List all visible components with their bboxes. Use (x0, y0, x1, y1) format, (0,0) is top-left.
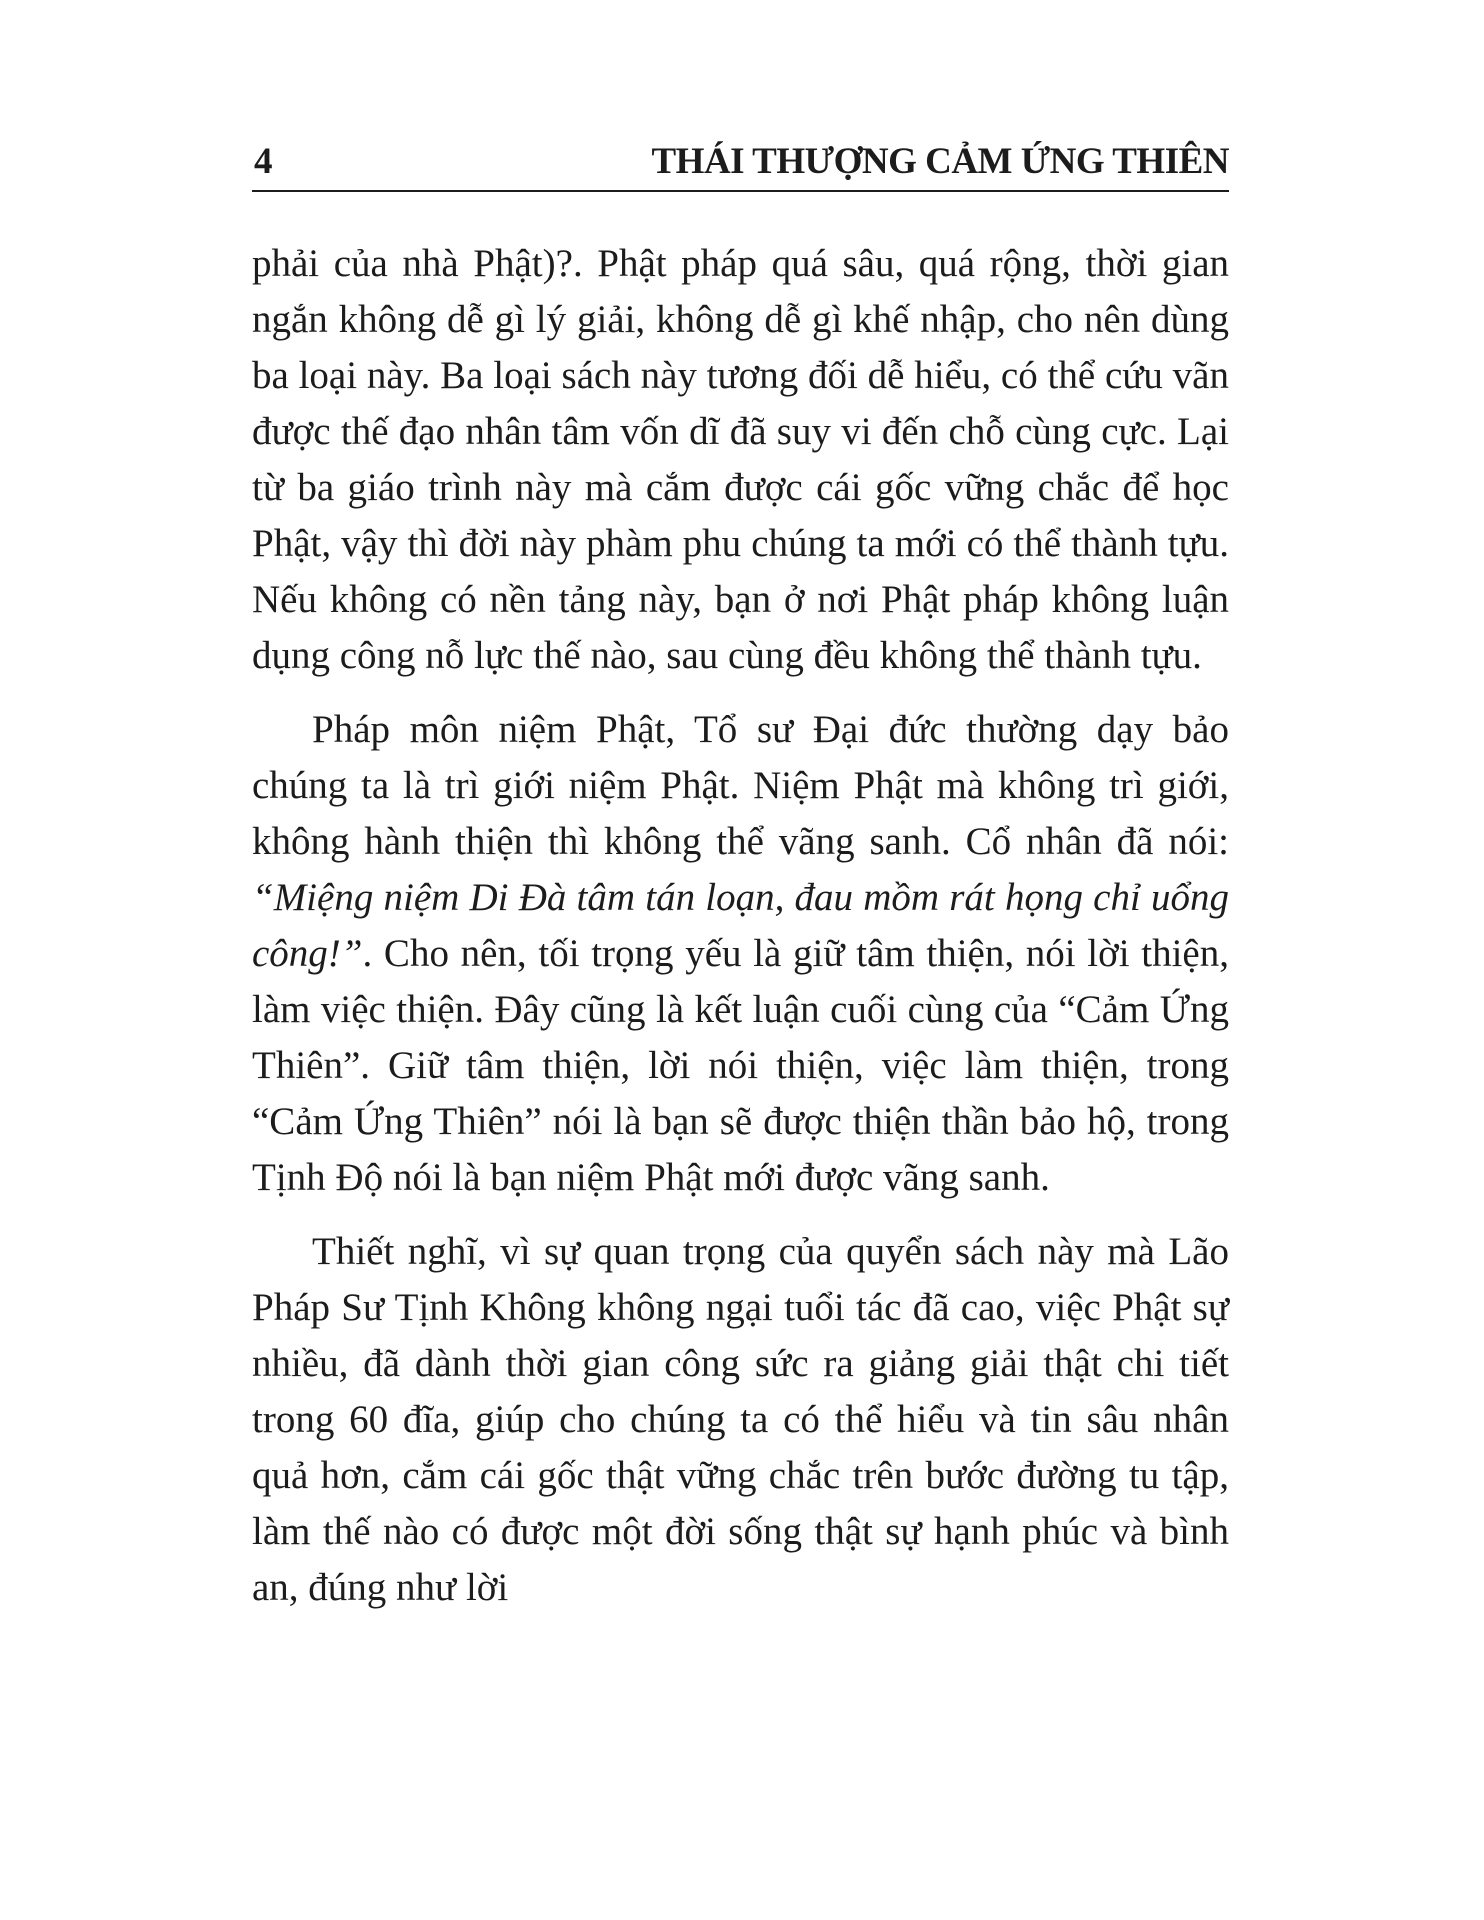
page-number: 4 (254, 141, 273, 182)
book-page (252, 140, 1229, 1616)
running-header (252, 140, 1229, 192)
paragraph-2 (252, 702, 1229, 1206)
paragraph-3: Thiết nghĩ, vì sự quan trọng của quyển sách này mà Lão Pháp Sư Tịnh Không không ngại tuổi tác đã cao, việc Phật sự nhiều, đã dành thời gian công sức ra giảng giải thật chi tiết trong 60 đĩa, giúp cho chúng ta có thể hiểu và tin sâu nhân quả hơn, cắm cái gốc thật vững chắc trên bước đường tu tập, làm thế nào có được một đời sống thật sự hạnh phúc và bình an, đúng như lời (252, 1230, 1229, 1609)
paragraph-1: phải của nhà Phật)?. Phật pháp quá sâu, quá rộng, thời gian ngắn không dễ gì lý giải, không dễ gì khế nhập, cho nên dùng ba loại này. Ba loại sách này tương đối dễ hiểu, có thể cứu vãn được thế đạo nhân tâm vốn dĩ đã suy vi đến chỗ cùng cực. Lại từ ba giáo trình này mà cắm được cái gốc vững chắc để học Phật, vậy thì đời này phàm phu chúng ta mới có thể thành tựu. Nếu không có nền tảng này, bạn ở nơi Phật pháp không luận dụng công nỗ lực thế nào, sau cùng đều không thể thành tựu. (252, 242, 1229, 677)
paragraph-2-end: . Cho nên, tối trọng yếu là giữ tâm thiện, nói lời thiện, làm việc thiện. Đây cũng là kết luận cuối cùng của “Cảm Ứng Thiên”. Giữ tâm thiện, lời nói thiện, việc làm thiện, trong “Cảm Ứng Thiên” nói là bạn sẽ được thiện thần bảo hộ, trong Tịnh Độ nói là bạn niệm Phật mới được vãng sanh. (252, 932, 1229, 1199)
body-text (252, 236, 1229, 1616)
book-title: THÁI THƯỢNG CẢM ỨNG THIÊN (651, 141, 1229, 182)
paragraph-2-start: Pháp môn niệm Phật, Tổ sư Đại đức thường dạy bảo chúng ta là trì giới niệm Phật. Niệm Phật mà không trì giới, không hành thiện thì không thể vãng sanh. Cổ nhân đã nói: (252, 708, 1229, 863)
quote-italic: “Miệng niệm Di Đà tâm tán loạn, đau mồm rát họng chỉ uổng công!” (252, 876, 1229, 975)
